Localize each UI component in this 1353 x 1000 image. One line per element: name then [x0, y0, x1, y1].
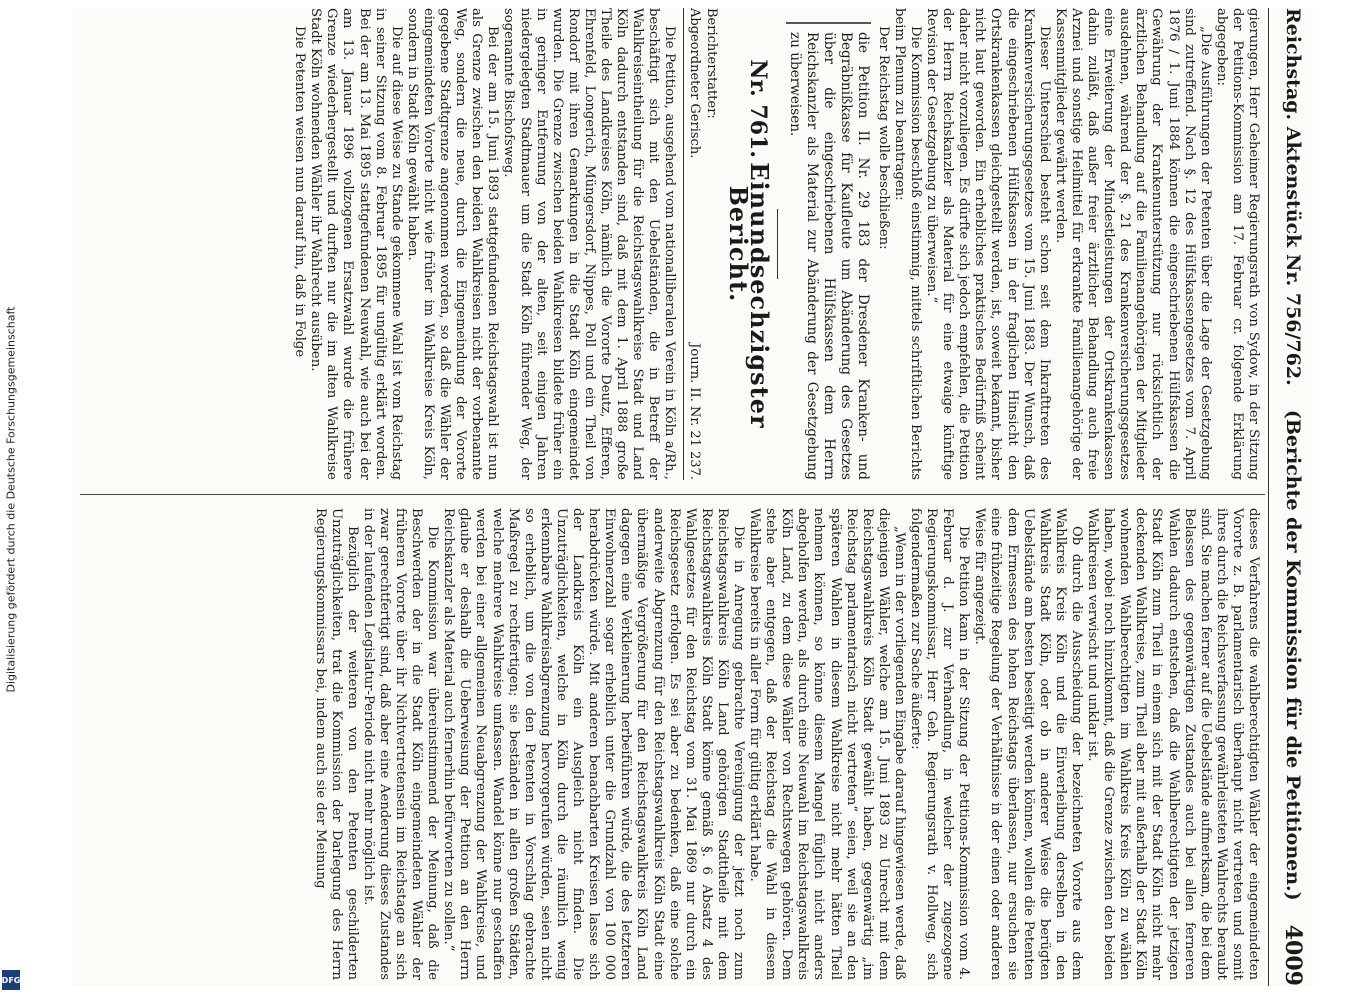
column-divider — [80, 494, 1265, 495]
reporter-line — [683, 8, 718, 480]
paragraph: dieses Verfahrens die wahlberechtigten Wähler der eingemeindeten Vororte z. B. parlamentarisch überhaupt nicht vertreten und somit ihres durch die Reichsverfassung gewährleisteten Wahlrechts beraubt sind. Sie machen ferner auf die Uebelstände aufmerksam, die bei dem Belassen des gegenwärtigen Zustandes auch bei allen ferneren Wahlen dadurch entstehen, daß die Wahlberechtigten der jetzigen Stadt Köln zum Theil in einem sich mit der Stadt Köln nicht mehr deckenden Wahlkreise, zum Theil aber mit außerhalb der Stadt Köln wohnenden Wahlberechtigten im Wahlkreis Kreis Köln zu wählen haben, wobei noch hinzukommt, daß die Grenze zwischen den beiden Wahlkreisen verwischt und unklar ist. — [1085, 508, 1261, 980]
paragraph: Die auf diese Weise zu Stande gekommene Wahl ist vom Reichstag in seiner Sitzung vom 8. Februar 1895 für ungültig erklärt worden. Bei der am 13. Mai 1895 stattgefundenen Neuwahl, wie auch bei der am 13. Januar 1896 vollzogenen Ersatzwahl wurde die frühere Grenze wiederhergestellt und durften nur die im alten Wahlkreise Stadt Köln wohnenden Wähler ihr Wahlrecht ausüben. — [308, 8, 404, 480]
report-number: Nr. 761. — [744, 59, 771, 158]
rotated-page-content — [72, 8, 1313, 986]
paragraph: Die in Anregung gebrachte Vereinigung der jetzt noch zum Reichstagswahlkreis Köln Land gehörigen Stadttheile mit dem Reichstagswahlkreis Köln Stadt könne gemäß §. 6 Absatz 4 des Wahlgesetzes für den Reichstag vom 31. Mai 1869 nur durch ein Reichsgesetz erfolgen. Es sei aber zu bedenken, daß eine solche anderweite Abgrenzung für den Reichstagswahlkreis Köln Stadt eine übermäßige Vergrößerung für den Reichstagswahlkreis Köln Land dagegen eine Verkleinerung herbeiführen würde, die des letzteren Einwohnerzahl sogar erheblich unter die Grundzahl von 100 000 herabdrücken würde. Mit anderen benachbarten Kreisen lasse sich der Landkreis Köln ein Ausgleich nicht finden. Die Unzuträglichkeiten, welche in Köln durch die räumlich wenig erkennbare Wahlkreisabgrenzung hervorgerufen würden, seien nicht so erheblich, um die von den Petenten in Vorschlag gebrachte Maßregel zu rechtfertigen; sie beständen in allen großen Städten, welche mehrere Wahlkreise umfassen. Wandel könne nur geschaffen werden bei einer allgemeinen Neuabgrenzung der Wahlkreise, und glaube er deshalb die Ueberweisung der Petition an den Herrn Reichskanzler als Material auch fernerhin befürworten zu sollen.“ — [441, 508, 746, 980]
scanned-page — [72, 8, 1313, 986]
report-heading: Einundsechzigster Bericht. — [723, 162, 774, 429]
paragraph: Ob durch die Ausscheidung der bezeichneten Vororte aus dem Wahlkreis Kreis Köln und die Einverleibung derselben in den Wahlkreis Stadt Köln, oder ob in anderer Weise die berügten Uebelstände am besten beseitigt werden können, wollen die Petenten dem Ermessen des hohen Reichstags überlassen, nur ersuchen sie eine frühzeitige Regelung der Verhältnisse in der einen oder anderen Weise für angezeigt. — [972, 508, 1084, 980]
dfg-logo: DFG — [2, 970, 20, 990]
paragraph: gierungen, Herr Geheimer Regierungsrath von Sydow, in der Sitzung der Petitions-Kommission am 17. Februar cr. folgende Erklärung abgegeben: — [1213, 8, 1261, 480]
paragraph: Die Petition kam in der Sitzung der Petitions-Kommission vom 4. Februar d. J. zur Verhandlung, in welcher der zugezogene Regierungskommissar, Herr Geh. Regierungsrath v. Hollweg, sich folgendermaßen zur Sache äußerte: — [908, 508, 972, 980]
page-header — [1273, 8, 1313, 986]
right-column — [311, 508, 1261, 980]
paragraph: Dieser Unterschied besteht schon seit dem Inkrafttreten des Krankenversicherungsgesetzes vom 15. Juni 1883. Der Wunsch, daß die eingeschriebenen Hülfskassen in der fraglichen Hinsicht den Ortskrankenkassen gleichgestellt werden, ist, soweit bekannt, bisher nicht laut geworden. Ein erhebliches praktisches Bedürfniß scheint daher nicht vorzuliegen. Es dürfte sich jedoch empfehlen, die Petition der Herrn Reichskanzler als Material für eine etwaige künftige Revision der Gesetzgebung zu überweisen.“ — [924, 8, 1052, 480]
paragraph: Die Kommission war übereinstimmend der Meinung, daß die Beschwerden der in die Stadt Köln eingemeindeten Wähler der früheren Vororte über ihr Nichtvertretensein im Reichstage an sich zwar gerechtfertigt sind, daß aber eine Aenderung dieses Zustandes in der laufenden Legislatur-Periode nicht mehr möglich ist. — [360, 508, 441, 980]
paragraph: Die Kommission beschloß einstimmig, mittels schriftlichen Berichts beim Plenum zu beantragen: — [891, 8, 924, 480]
page-number: 4009 — [1280, 924, 1306, 986]
funding-sidenote: Digitalisierung gefördert durch die Deutsche Forschungsgemeinschaft — [4, 306, 18, 693]
paragraph: „Die Ausführungen der Petenten über die Lage der Gesetzgebung sind zutreffend. Nach §. 12 des Hülfskassengesetzes vom 7. April 1876 / 1. Juni 1884 können die eingeschriebenen Hülfskassen die Gewährung der Krankenunterstützung nur rücksichtlich der ärztlichen Behandlung auf die Familienangehörigen der Mitglieder ausdehnen, während der §. 21 des Krankenversicherungsgesetzes eine Erweiterung der Mindestleistungen der Ortskrankenkassen dahin zuläßt, daß außer freier ärztlicher Behandlung auch freie Arznei und sonstige Heilmittel für erkrankte Familienangehörige der Kassenmitglieder gewährt werden. — [1052, 8, 1213, 480]
paragraph: Bei der am 15. Juni 1893 stattgefundenen Reichstagswahl ist nun als Grenze zwischen den beiden Wahlkreisen nicht der vorbenannte Weg, sondern die neue, durch die Eingemeindung der Vororte gegebene Stadtgrenze angenommen worden, so daß die Wähler der eingemeindeten Vororte nicht wie früher im Wahlkreise Kreis Köln, sondern in Stadt Köln gewählt haben. — [404, 8, 501, 480]
left-column — [291, 8, 1261, 480]
reporter-label: Berichterstatter: Abgeordneter Gerisch. — [687, 8, 719, 159]
paragraph: Die Petenten weisen nun darauf hin, daß in Folge — [292, 26, 308, 358]
reporter-name: Abgeordneter Gerisch. — [687, 8, 703, 159]
petition-resolution: die Petition II. Nr. 29 183 der Dresdener Kranken- und Begräbnißkasse für Kaufleute um Abänderung des Gesetzes über die eingeschriebenen Hülfskassen dem Herrn Reichskanzler als Material zur Abänderung der Gesetzgebung zu überweisen. — [786, 22, 871, 480]
paragraph: „Wenn in der vorliegenden Eingabe darauf hingewiesen werde, daß diejenigen Wähler, welche am 15. Juni 1893 zu Unrecht mit dem Reichstagswahlkreis Köln Stadt gewählt haben, gegenwärtig „im Reichstag parlamentarisch nicht vertreten“ seien, weil sie an den späteren Wahlen in diesem Wahlkreise nicht mehr hätten Theil nehmen können, so könne diesem Mangel füglich nicht anders abgeholfen werden, als durch eine Neuwahl im Reichstagswahlkreis Köln Land, zu dem diese Wähler von Rechtswegen gehören. Dem stehe aber entgegen, daß der Reichstag die Wahl in diesem Wahlkreise bereits in aller Form für gültig erklärt habe. — [747, 508, 907, 980]
paragraph: Bezüglich der weiteren von den Petenten geschilderten Unzuträglichkeiten, trat die Kommission der Darlegung des Herrn Regierungskommissars bei, indem auch sie der Meinung — [312, 508, 360, 980]
paragraph: Der Reichstag wolle beschließen: — [875, 26, 891, 250]
report-title — [723, 8, 774, 480]
header-rule — [1268, 8, 1269, 986]
section-rule — [777, 209, 778, 279]
header-left: Reichstag. Aktenstück Nr. 756/762. — [1282, 8, 1304, 386]
journal-number: Journ. II. Nr. 21 237. — [687, 343, 703, 480]
paragraph: Die Petition, ausgehend vom nationalliberalen Verein in Köln a/Rh., beschäftigt sich mit den Uebelständen, die in Betreff der Wahlkreiseintheilung für die Reichstagswahlkreise Stadt und Land Köln dadurch entstanden sind, daß mit dem 1. April 1888 große Theile des Landkreises Köln, nämlich die Vororte Deutz, Efferen, Ehrenfeld, Longerich, Müngersdorf, Nippes, Poll und ein Theil von Rondorf mit ihren Gemarkungen in die Stadt Köln eingemeindet wurden. Die Grenze zwischen beiden Wahlkreisen bildete früher ein in geringer Entfernung von der alten, seit einigen Jahren niedergelegten Stadtmauer um die Stadt Köln führender Weg, der sogenannte Bischofsweg. — [501, 8, 678, 480]
header-center: (Berichte der Kommission für die Petitionen.) — [1282, 409, 1304, 901]
